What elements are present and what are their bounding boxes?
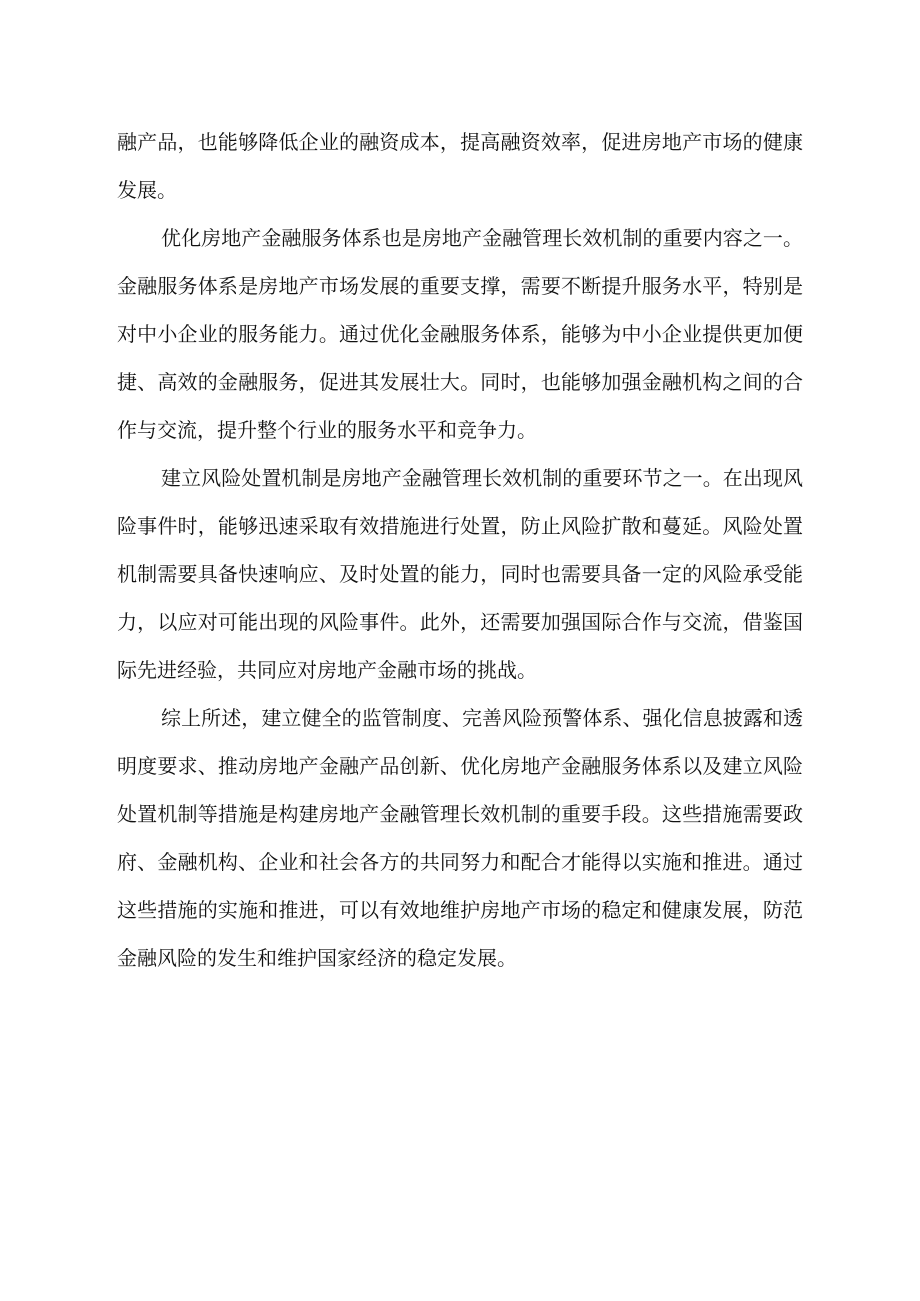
text-line: 建立风险处置机制是房地产金融管理长效机制的重要环节之一。在出现风: [161, 466, 803, 490]
paragraph-risk-disposal: [117, 454, 803, 694]
text-line: 融产品，也能够降低企业的融资成本，提高融资效率，促进房地产市场的健康: [117, 130, 803, 154]
text-line: 险事件时，能够迅速采取有效措施进行处置，防止风险扩散和蔓延。风险处置: [117, 514, 803, 538]
text-line: 处置机制等措施是构建房地产金融管理长效机制的重要手段。这些措施需要政: [117, 802, 803, 826]
paragraph-continued: [117, 118, 803, 214]
text-line: 明度要求、推动房地产金融产品创新、优化房地产金融服务体系以及建立风险: [117, 754, 803, 778]
document-body: [117, 118, 803, 982]
text-line: 综上所述，建立健全的监管制度、完善风险预警体系、强化信息披露和透: [161, 706, 803, 730]
text-line: 机制需要具备快速响应、及时处置的能力，同时也需要具备一定的风险承受能: [117, 562, 803, 586]
text-line: 际先进经验，共同应对房地产金融市场的挑战。: [117, 658, 537, 682]
paragraph-financial-services: [117, 214, 803, 454]
text-line: 捷、高效的金融服务，促进其发展壮大。同时，也能够加强金融机构之间的合: [117, 370, 803, 394]
text-line: 力，以应对可能出现的风险事件。此外，还需要加强国际合作与交流，借鉴国: [117, 610, 803, 634]
text-line: 优化房地产金融服务体系也是房地产金融管理长效机制的重要内容之一。: [161, 226, 803, 250]
text-line: 作与交流，提升整个行业的服务水平和竞争力。: [117, 418, 537, 442]
text-line: 这些措施的实施和推进，可以有效地维护房地产市场的稳定和健康发展，防范: [117, 898, 803, 922]
text-line: 对中小企业的服务能力。通过优化金融服务体系，能够为中小企业提供更加便: [117, 322, 803, 346]
text-line: 金融风险的发生和维护国家经济的稳定发展。: [117, 946, 517, 970]
text-line: 发展。: [117, 178, 177, 202]
text-line: 金融服务体系是房地产市场发展的重要支撑，需要不断提升服务水平，特别是: [117, 274, 803, 298]
paragraph-conclusion: [117, 694, 803, 982]
text-line: 府、金融机构、企业和社会各方的共同努力和配合才能得以实施和推进。通过: [117, 850, 803, 874]
